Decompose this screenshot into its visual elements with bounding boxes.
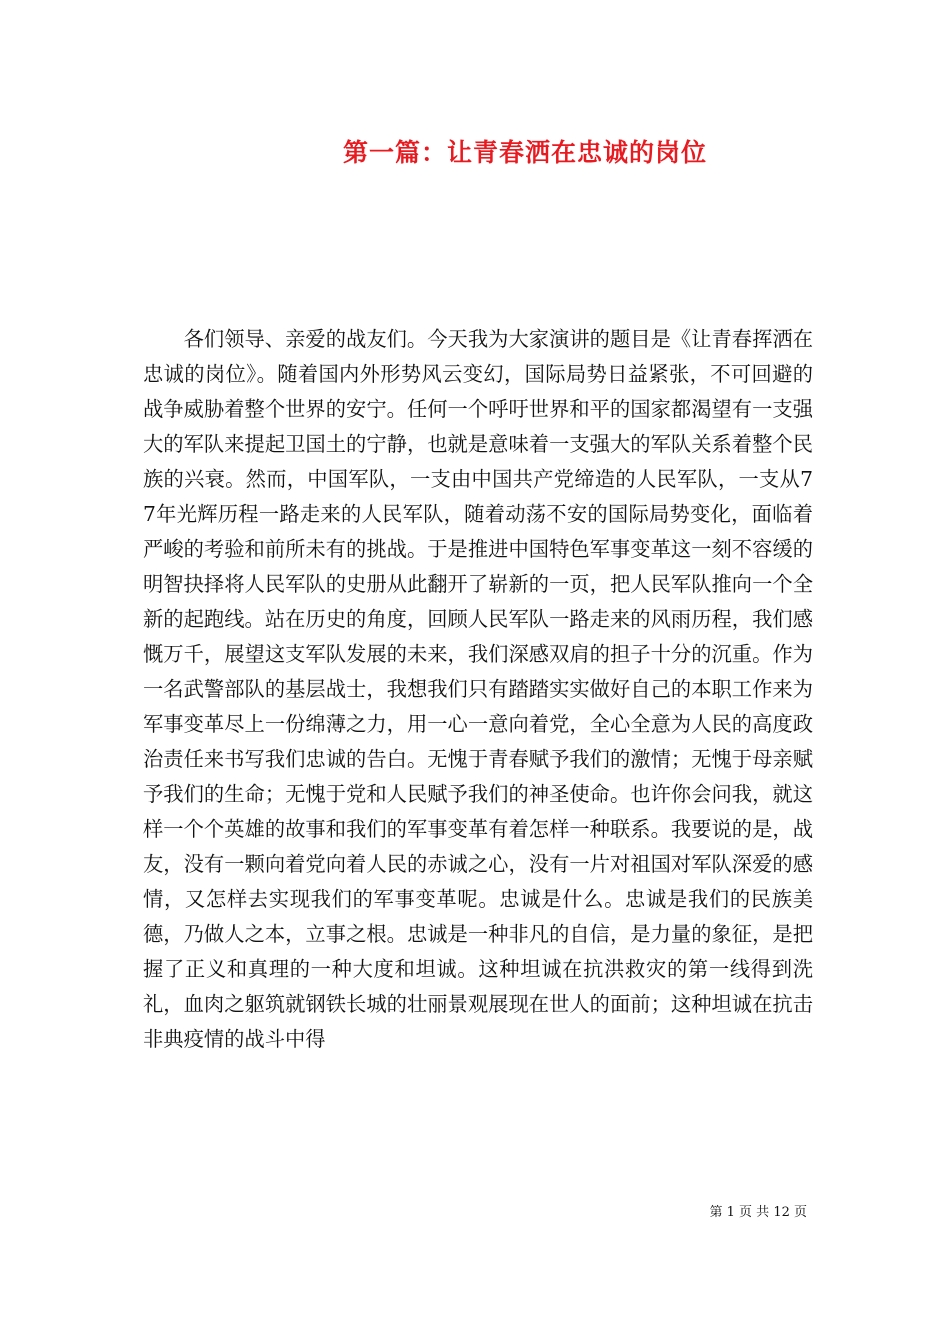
document-title: 第一篇：让青春洒在忠诚的岗位 (342, 138, 707, 167)
page-number-footer: 第 1 页 共 12 页 (709, 1205, 807, 1220)
body-paragraph: 各们领导、亲爱的战友们。今天我为大家演讲的题目是《让青春挥洒在忠诚的岗位》。随着国内外形势风云变幻，国际局势日益紧张，不可回避的战争威胁着整个世界的安宁。任何一个呼吁世界和平的国家都渴望有一支强大的军队来提起卫国土的宁静，也就是意味着一支强大的军队关系着整个民族的兴衰。然而，中国军队，一支由中国共产党缔造的人民军队，一支从77年光辉历程一路走来的人民军队，随着动荡不安的国际局势变化，面临着严峻的考验和前所未有的挑战。于是推进中国特色军事变革这一刻不容缓的明智抉择将人民军队的史册从此翻开了崭新的一页，把人民军队推向一个全新的起跑线。站在历史的角度，回顾人民军队一路走来的风雨历程，我们感慨万千，展望这支军队发展的未来，我们深感双肩的担子十分的沉重。作为一名武警部队的基层战士，我想我们只有踏踏实实做好自己的本职工作来为军事变革尽上一份绵薄之力，用一心一意向着党，全心全意为人民的高度政治责任来书写我们忠诚的告白。无愧于青春赋予我们的激情；无愧于母亲赋予我们的生命；无愧于党和人民赋予我们的神圣使命。也许你会问我，就这样一个个英雄的故事和我们的军事变革有着怎样一种联系。我要说的是，战友，没有一颗向着党向着人民的赤诚之心，没有一片对祖国对军队深爱的感情，又怎样去实现我们的军事变革呢。忠诚是什么。忠诚是我们的民族美德，乃做人之本，立事之根。忠诚是一种非凡的自信，是力量的象征，是把握了正义和真理的一种大度和坦诚。这种坦诚在抗洪救灾的第一线得到洗礼，血肉之躯筑就钢铁长城的壮丽景观展现在世人的面前；这种坦诚在抗击非典疫情的战斗中得 (143, 327, 813, 1051)
